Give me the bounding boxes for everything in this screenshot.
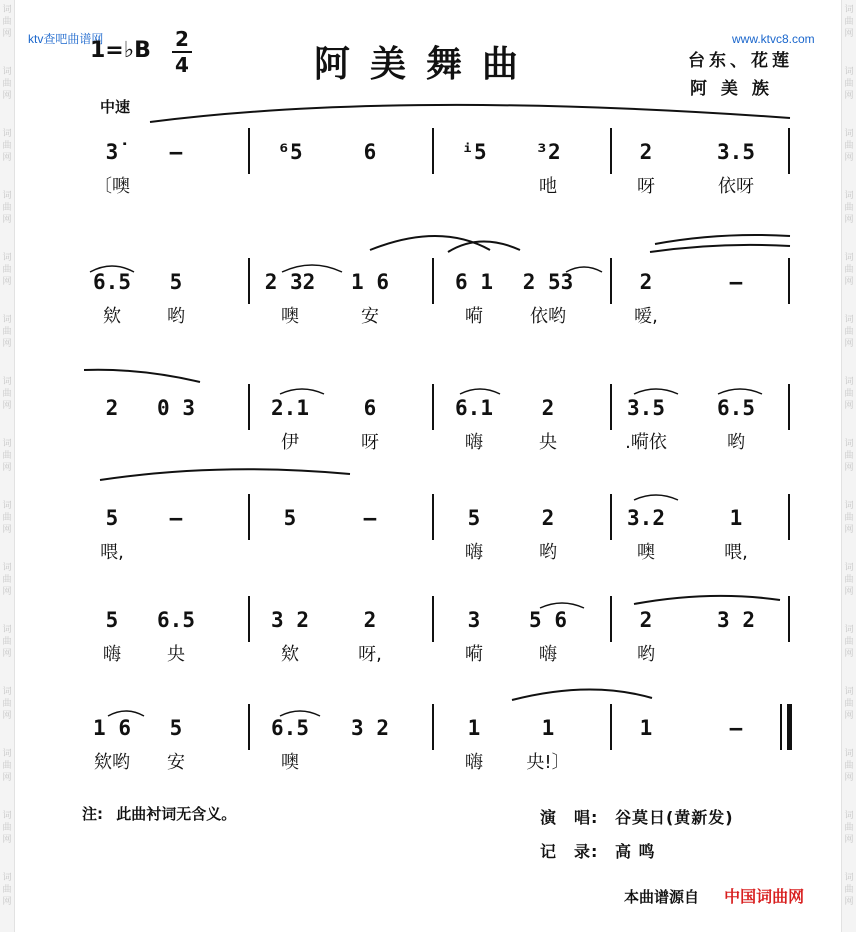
region-line2: 阿 美 族 <box>690 79 773 99</box>
lyric-cell: 安 <box>361 306 379 327</box>
notation-cell: 6.5 <box>271 716 309 740</box>
lyric-cell: 呀, <box>358 644 382 665</box>
site-watermark-left: ktv查吧曲谱网 <box>28 32 104 46</box>
side-watermark-text: 词曲网 <box>2 563 12 597</box>
notation-cell: 3.5 <box>627 396 665 420</box>
lyric-cell: 嗨 <box>465 752 483 773</box>
notation-cell: ³2 <box>535 140 561 164</box>
barline <box>788 128 790 174</box>
phrase-slur <box>634 596 780 604</box>
notation-cell: 6 <box>363 140 377 164</box>
lyric-cell: 哟 <box>539 542 557 563</box>
lyric-cell: 噢 <box>281 306 299 327</box>
barline <box>610 494 612 540</box>
notation-cell: 6 <box>363 396 377 420</box>
lyric-cell: 欸哟 <box>94 752 130 773</box>
notation-cell: 1 <box>729 506 743 530</box>
notation-cell: 2.1 <box>271 396 309 420</box>
notation-cell: 6.5 <box>93 270 131 294</box>
side-watermark-text: 词曲网 <box>2 67 12 101</box>
notation-cell: 2 <box>639 140 653 164</box>
singer-name: 谷莫日(黄新发) <box>614 808 734 827</box>
notation-cell: 2 <box>541 506 555 530</box>
side-watermark-text: 词曲网 <box>2 749 12 783</box>
source-label: 本曲谱源自 <box>624 888 700 906</box>
lyric-cell: 欸 <box>281 644 299 665</box>
notation-cell: 3̇ <box>105 140 119 164</box>
tie-slur <box>634 495 678 500</box>
barline <box>432 128 434 174</box>
side-watermark-text: 词曲网 <box>2 253 12 287</box>
lyric-cell: 呀 <box>361 432 379 453</box>
barline <box>788 596 790 642</box>
barline <box>610 704 612 750</box>
side-watermark-text: 词曲网 <box>2 873 12 907</box>
side-watermark-text: 词曲网 <box>2 129 12 163</box>
phrase-slur <box>100 469 350 480</box>
tempo-marking: 中速 <box>100 98 131 116</box>
notation-cell: 2 <box>363 608 377 632</box>
tie-slur <box>460 389 500 394</box>
lyric-cell: 嗬 <box>465 306 483 327</box>
side-watermark-text: 词曲网 <box>2 439 12 473</box>
lyric-cell: 嗨 <box>465 432 483 453</box>
phrase-slur <box>650 245 790 252</box>
barline <box>432 258 434 304</box>
notation-cell: 2 53 <box>522 270 574 294</box>
notation-cell: 5 <box>105 506 119 530</box>
lyric-cell: 央 <box>539 432 557 453</box>
notation-cell: 3 2 <box>271 608 309 632</box>
side-watermark-text: 词曲网 <box>2 191 12 225</box>
lyric-cell: 哟 <box>727 432 745 453</box>
side-watermark-text: 词曲网 <box>844 811 854 845</box>
lyric-cell: 哟 <box>637 644 655 665</box>
notation-cell: 3 2 <box>717 608 755 632</box>
barline <box>248 128 250 174</box>
barline <box>432 384 434 430</box>
phrase-slur <box>448 241 520 252</box>
footnote-label: 注: <box>82 805 103 823</box>
phrase-slur <box>84 370 200 382</box>
barline <box>610 384 612 430</box>
barline <box>248 384 250 430</box>
lyric-cell: 嗨 <box>465 542 483 563</box>
barline <box>780 704 782 750</box>
notation-cell: ⁱ5 <box>461 140 487 164</box>
side-watermark-text: 词曲网 <box>844 377 854 411</box>
side-watermark-text: 词曲网 <box>2 687 12 721</box>
lyric-cell: 喂, <box>724 542 748 563</box>
lyric-cell: 噢 <box>281 752 299 773</box>
notation-cell: – <box>729 270 743 294</box>
notation-cell: 1 6 <box>351 270 389 294</box>
notation-cell: ⁶5 <box>277 140 303 164</box>
song-title: 阿美舞曲 <box>314 43 539 85</box>
notation-cell: 3.2 <box>627 506 665 530</box>
source-site-link[interactable]: 中国词曲网 <box>724 887 805 906</box>
notation-cell: 2 <box>541 396 555 420</box>
barline <box>788 494 790 540</box>
side-watermark-text: 词曲网 <box>844 315 854 349</box>
final-barline <box>787 704 792 750</box>
lyric-cell: 喂, <box>100 542 124 563</box>
notation-cell: 1 6 <box>93 716 131 740</box>
side-watermark-text: 词曲网 <box>844 563 854 597</box>
lyric-cell: 央 <box>167 644 185 665</box>
tie-slur <box>634 389 678 394</box>
time-signature <box>172 28 192 76</box>
side-watermark-text: 词曲网 <box>844 625 854 659</box>
notation-cell: – <box>729 716 743 740</box>
notation-cell: 1 <box>639 716 653 740</box>
lyric-cell: 央!〕 <box>526 752 570 773</box>
notation-cell: 2 <box>639 270 653 294</box>
side-watermark-text: 词曲网 <box>844 191 854 225</box>
region-line1: 台东、花莲 <box>688 51 793 71</box>
side-watermark-text: 词曲网 <box>2 811 12 845</box>
recorder-label: 记 录: <box>540 842 599 861</box>
lyric-cell: 〔噢 <box>94 176 130 197</box>
notation-cell: 0 3 <box>157 396 195 420</box>
notation-cell: 6 1 <box>455 270 493 294</box>
singer-credit <box>540 805 734 828</box>
side-watermark-text: 词曲网 <box>844 687 854 721</box>
barline <box>248 704 250 750</box>
lyric-cell: .嗬依 <box>625 432 667 453</box>
left-watermark-strip <box>0 0 15 932</box>
footnote <box>82 803 236 824</box>
side-watermark-text: 词曲网 <box>2 5 12 39</box>
site-watermark-right: www.ktvc8.com <box>732 32 815 46</box>
side-watermark-text: 词曲网 <box>844 873 854 907</box>
notation-cell: – <box>363 506 377 530</box>
barline <box>788 384 790 430</box>
barline <box>248 596 250 642</box>
recorder-credit <box>540 839 656 862</box>
phrase-slur <box>370 236 490 250</box>
phrase-slur <box>512 689 652 700</box>
key-signature: 1=♭B <box>90 38 151 63</box>
side-watermark-text: 词曲网 <box>844 253 854 287</box>
notation-cell: – <box>169 506 183 530</box>
side-watermark-text: 词曲网 <box>844 67 854 101</box>
lyric-cell: 依呀 <box>718 176 754 197</box>
notation-cell: 5 <box>283 506 297 530</box>
notation-cell: 5 <box>169 716 183 740</box>
notation-cell: 3 2 <box>351 716 389 740</box>
side-watermark-text: 词曲网 <box>2 377 12 411</box>
notation-cell: 1 <box>541 716 555 740</box>
notation-cell: 3.5 <box>717 140 755 164</box>
lyric-cell: 呀 <box>637 176 655 197</box>
notation-cell: 2 32 <box>264 270 316 294</box>
notation-cell: 6.5 <box>157 608 195 632</box>
side-watermark-text: 词曲网 <box>844 749 854 783</box>
barline <box>248 258 250 304</box>
side-watermark-text: 词曲网 <box>844 5 854 39</box>
footnote-text: 此曲衬词无含义。 <box>116 805 237 823</box>
lyric-cell: 嗨 <box>103 644 121 665</box>
lyric-cell: 安 <box>167 752 185 773</box>
barline <box>610 596 612 642</box>
phrase-slur <box>655 235 790 244</box>
barline <box>788 258 790 304</box>
side-watermark-text: 词曲网 <box>2 501 12 535</box>
lyric-cell: 嗨 <box>539 644 557 665</box>
notation-cell: 5 6 <box>529 608 567 632</box>
barline <box>432 596 434 642</box>
side-watermark-text: 词曲网 <box>2 315 12 349</box>
tie-slur <box>718 389 762 394</box>
side-watermark-text: 词曲网 <box>844 129 854 163</box>
notation-cell: 3 <box>467 608 481 632</box>
notation-cell: 5 <box>467 506 481 530</box>
recorder-name: 高 鸣 <box>614 842 656 861</box>
source-attribution <box>624 884 804 907</box>
lyric-cell: 噢 <box>637 542 655 563</box>
notation-cell: 6.5 <box>717 396 755 420</box>
lyric-cell: 吔 <box>539 176 557 197</box>
time-signature-top: 2 <box>175 27 189 51</box>
side-watermark-text: 词曲网 <box>844 501 854 535</box>
lyric-cell: 依哟 <box>530 306 566 327</box>
notation-cell: 5 <box>105 608 119 632</box>
barline <box>610 258 612 304</box>
notation-cell: 6.1 <box>455 396 493 420</box>
side-watermark-text: 词曲网 <box>2 625 12 659</box>
singer-label: 演 唱: <box>540 808 599 827</box>
barline <box>432 494 434 540</box>
barline <box>432 704 434 750</box>
lyric-cell: 嗳, <box>634 306 658 327</box>
tie-slur <box>280 389 324 394</box>
notation-cell: 1 <box>467 716 481 740</box>
lyric-cell: 嗬 <box>465 644 483 665</box>
lyric-cell: 哟 <box>167 306 185 327</box>
notation-cell: 2 <box>639 608 653 632</box>
side-watermark-text: 词曲网 <box>844 439 854 473</box>
phrase-slur <box>150 105 790 122</box>
time-signature-bottom: 4 <box>175 53 189 77</box>
notation-cell: 2 <box>105 396 119 420</box>
lyric-cell: 欸 <box>103 306 121 327</box>
barline <box>248 494 250 540</box>
notation-cell: – <box>169 140 183 164</box>
notation-cell: 5 <box>169 270 183 294</box>
right-watermark-strip <box>841 0 856 932</box>
barline <box>610 128 612 174</box>
lyric-cell: 伊 <box>281 432 299 453</box>
